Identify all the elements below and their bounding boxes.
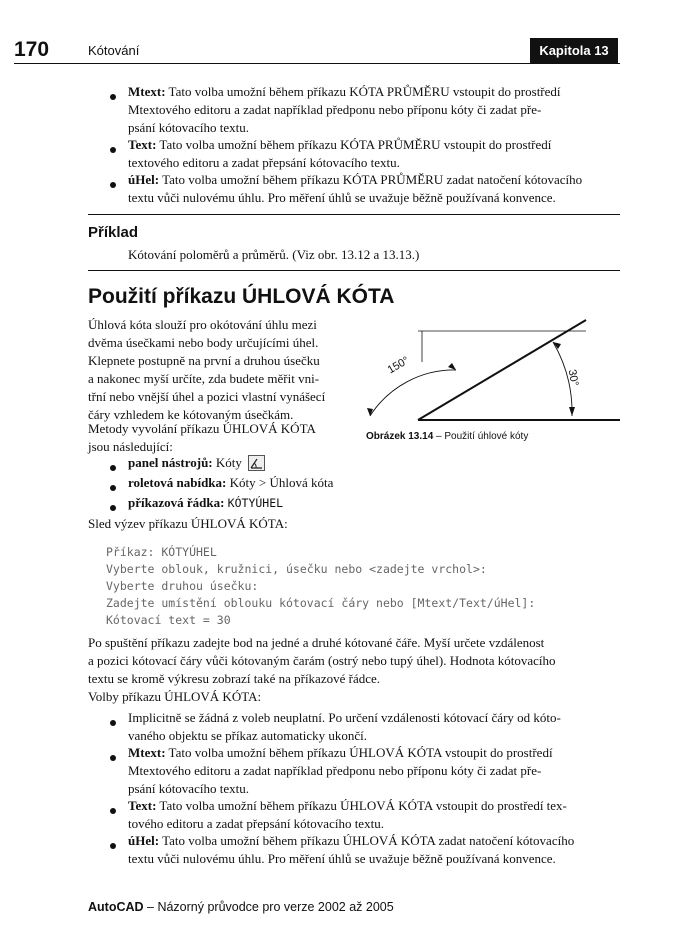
option-default — [128, 709, 561, 745]
bullet-dot — [110, 147, 116, 153]
bullet-term: úHel: — [128, 172, 160, 187]
section-heading: Použití příkazu ÚHLOVÁ KÓTA — [88, 285, 395, 308]
angular-dimension-figure — [358, 312, 620, 432]
option-line: Tato volba umožní během příkazu ÚHLOVÁ KÓTA vstoupit do prostředí tex- — [159, 798, 567, 813]
intro-line: třní nebo vnější úhel a pozici vlastní vynášecí — [88, 389, 326, 404]
intro-line: dvěma úsečkami nebo body určujícími úhel. — [88, 335, 319, 350]
bullet-line: textu vůči nulovému úhlu. Pro měření úhlů se uvažuje běžně používaná konvence. — [128, 190, 556, 205]
arrowhead — [569, 407, 575, 416]
option-term: Mtext: — [128, 745, 166, 760]
bullet-dot — [110, 720, 116, 726]
option-line: Tato volba umožní během příkazu ÚHLOVÁ KÓTA zadat natočení kótovacího — [162, 833, 575, 848]
after-line: Po spuštění příkazu zadejte bod na jedné a druhé kótované čáře. Myší určete vzdálenost — [88, 635, 545, 650]
inclined-line — [418, 320, 586, 420]
method-text: KÓTYÚHEL — [227, 496, 284, 510]
option-line: Tato volba umožní během příkazu ÚHLOVÁ KÓTA vstoupit do prostředí — [168, 745, 553, 760]
bullet-item-mtext — [128, 83, 561, 137]
footer-brand: AutoCAD — [88, 900, 144, 914]
bullet-dot — [110, 465, 116, 471]
arrowhead — [553, 342, 561, 349]
bullet-dot — [110, 843, 116, 849]
intro-line: čáry vzhledem ke kótovaným úsečkám. — [88, 407, 294, 422]
bullet-dot — [110, 94, 116, 100]
caption-label: Obrázek 13.14 — [366, 431, 434, 442]
after-paragraph — [88, 634, 620, 688]
bullet-line: Tato volba umožní během příkazu KÓTA PRŮMĚRU vstoupit do prostředí — [159, 137, 552, 152]
intro-paragraph — [88, 316, 354, 424]
footer — [88, 900, 394, 914]
bullet-dot — [110, 755, 116, 761]
option-line: Mtextového editoru a zadat například předponu nebo příponu kóty či zadat pře- — [128, 763, 542, 778]
chapter-tab: Kapitola 13 — [530, 38, 618, 63]
method-term: roletová nabídka: — [128, 475, 227, 490]
option-line: textu vůči nulovému úhlu. Pro měření úhlů se uvažuje běžně používaná konvence. — [128, 851, 556, 866]
bullet-item-uhel — [128, 171, 582, 207]
arc-150 — [370, 370, 456, 416]
arrowhead — [448, 363, 456, 370]
option-line: psání kótovacího textu. — [128, 781, 249, 796]
option-line: Implicitně se žádná z voleb neuplatní. Po určení vzdálenosti kótovací čáry od kóto- — [128, 710, 561, 725]
intro-line: Úhlová kóta slouží pro okótování úhlu mezi — [88, 317, 317, 332]
example-heading: Příklad — [88, 224, 139, 241]
bullet-item-text — [128, 136, 551, 172]
bullet-dot — [110, 808, 116, 814]
angular-dimension-icon — [248, 455, 265, 471]
method-text: Kóty > Úhlová kóta — [229, 475, 334, 490]
example-text: Kótování poloměrů a průměrů. (Viz obr. 13.12 a 13.13.) — [128, 247, 420, 262]
running-title: Kótování — [88, 43, 140, 58]
header-rule — [14, 63, 620, 64]
bullet-line: psání kótovacího textu. — [128, 120, 249, 135]
footer-text: – Názorný průvodce pro verze 2002 až 2005 — [143, 900, 394, 914]
option-line: tového editoru a zadat přepsání kótovacího textu. — [128, 816, 384, 831]
option-term: Text: — [128, 798, 157, 813]
arrowhead — [367, 408, 373, 416]
prompt-line: Příkaz: KÓTYÚHEL — [106, 545, 217, 559]
option-term: úHel: — [128, 833, 160, 848]
sequence-label: Sled výzev příkazu ÚHLOVÁ KÓTA: — [88, 516, 288, 531]
caption-text: – Použití úhlové kóty — [433, 431, 529, 442]
bullet-dot — [110, 505, 116, 511]
method-menu — [128, 474, 333, 492]
prompt-line: Vyberte oblouk, kružnici, úsečku nebo <zadejte vrchol>: — [106, 562, 487, 576]
after-line: textu se kromě výkresu zobrazí také na příkazové řádce. — [88, 671, 381, 686]
example-top-rule — [88, 214, 620, 215]
bullet-term: Text: — [128, 137, 157, 152]
prompt-line: Zadejte umístění oblouku kótovací čáry nebo [Mtext/Text/úHel]: — [106, 596, 536, 610]
methods-paragraph — [88, 420, 316, 456]
label-150: 150° — [385, 354, 412, 377]
example-bottom-rule — [88, 270, 620, 271]
prompt-line: Vyberte druhou úsečku: — [106, 579, 259, 593]
bullet-line: Tato volba umožní během příkazu KÓTA PRŮMĚRU zadat natočení kótovacího — [162, 172, 583, 187]
bullet-dot — [110, 485, 116, 491]
option-text — [128, 797, 567, 833]
options-label: Volby příkazu ÚHLOVÁ KÓTA: — [88, 689, 262, 704]
bullet-line: textového editoru a zadat přepsání kótovacího textu. — [128, 155, 400, 170]
method-text: Kóty — [215, 455, 242, 470]
bullet-line: Tato volba umožní během příkazu KÓTA PRŮMĚRU vstoupit do prostředí — [168, 84, 561, 99]
intro-line: Klepnete postupně na první a druhou úsečku — [88, 353, 320, 368]
option-mtext — [128, 744, 553, 798]
methods-line: jsou následující: — [88, 439, 173, 454]
label-30: 30° — [565, 368, 581, 388]
after-line: a pozici kótovací čáry vůči kótovaným čarám (ostrý nebo tupý úhel). Hodnota kótovacího — [88, 653, 556, 668]
page-number: 170 — [14, 38, 50, 61]
bullet-dot — [110, 182, 116, 188]
method-toolbar — [128, 454, 265, 472]
prompt-line: Kótovací text = 30 — [106, 613, 231, 627]
method-commandline — [128, 494, 283, 512]
methods-line: Metody vyvolání příkazu ÚHLOVÁ KÓTA — [88, 421, 316, 436]
method-term: panel nástrojů: — [128, 455, 213, 470]
bullet-term: Mtext: — [128, 84, 166, 99]
intro-line: a nakonec myší určíte, zda budete měřit vni- — [88, 371, 320, 386]
option-line: vaného objektu se příkaz automaticky ukončí. — [128, 728, 367, 743]
bullet-line: Mtextového editoru a zadat například předponu nebo příponu kóty či zadat pře- — [128, 102, 542, 117]
figure-caption — [366, 431, 528, 442]
option-uhel — [128, 832, 574, 868]
method-term: příkazová řádka: — [128, 495, 225, 510]
